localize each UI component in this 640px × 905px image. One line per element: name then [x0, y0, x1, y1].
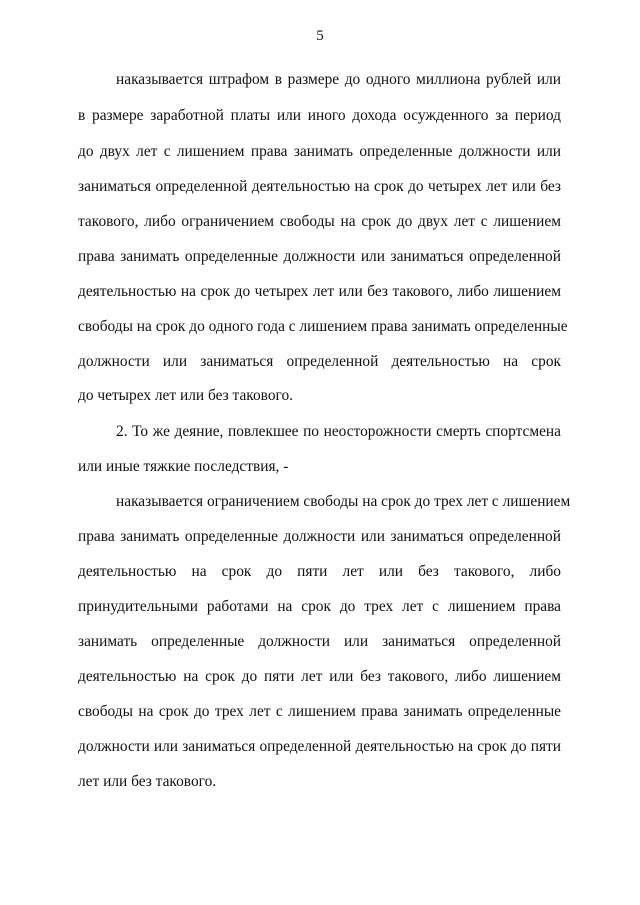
text-line: принудительными работами на срок до трех лет с лишением права: [78, 598, 561, 615]
text-line: наказывается ограничением свободы на срок до трех лет с лишением: [116, 493, 571, 510]
text-line: деятельностью на срок до пяти лет или без такового, либо: [78, 563, 561, 580]
text-line: до четырех лет или без такового.: [78, 387, 294, 404]
text-line: такового, либо ограничением свободы на срок до двух лет с лишением: [78, 213, 561, 230]
text-line: свободы на срок до одного года с лишением права занимать определенные: [78, 318, 568, 335]
text-line: права занимать определенные должности или заниматься определенной: [78, 528, 561, 545]
page-number: 5: [316, 28, 324, 44]
text-line: заниматься определенной деятельностью на срок до четырех лет или без: [78, 178, 561, 195]
text-line: свободы на срок до трех лет с лишением права занимать определенные: [78, 703, 561, 720]
text-line: деятельностью на срок до пяти лет или без такового, либо лишением: [78, 668, 561, 685]
text-line: 2. То же деяние, повлекшее по неосторожности смерть спортсмена: [116, 423, 561, 440]
text-line: или иные тяжкие последствия, -: [78, 458, 289, 475]
text-line: в размере заработной платы или иного дохода осужденного за период: [78, 107, 561, 124]
text-line: наказывается штрафом в размере до одного миллиона рублей или: [116, 71, 561, 88]
text-line: лет или без такового.: [78, 773, 217, 790]
text-line: занимать определенные должности или заниматься определенной: [78, 633, 561, 650]
text-line: должности или заниматься определенной деятельностью на срок до пяти: [78, 738, 561, 755]
text-line: должности или заниматься определенной деятельностью на срок: [78, 353, 561, 370]
text-line: до двух лет с лишением права занимать определенные должности или: [78, 143, 561, 160]
text-line: права занимать определенные должности или заниматься определенной: [78, 248, 561, 265]
text-line: деятельностью на срок до четырех лет или без такового, либо лишением: [78, 283, 561, 300]
